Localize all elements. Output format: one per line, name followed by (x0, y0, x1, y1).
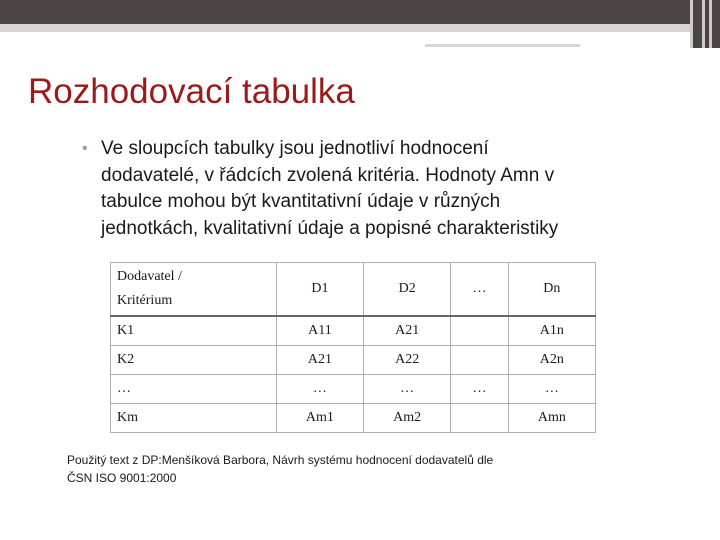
row-label: Km (111, 404, 277, 433)
table-cell: … (451, 375, 508, 404)
citation-text (67, 451, 627, 487)
table-cell: … (276, 375, 363, 404)
table-row (111, 346, 596, 375)
table-cell: A11 (276, 316, 363, 346)
table-cell: A2n (508, 346, 595, 375)
bullet-line: Ve sloupcích tabulky jsou jednotliví hodnocení (101, 138, 489, 159)
corner-decoration (690, 0, 720, 48)
row-label: … (111, 375, 277, 404)
top-band-light (0, 24, 720, 32)
table-header-row (111, 263, 596, 317)
corner-stripe (702, 0, 705, 48)
corner-label-line2: Kritérium (117, 293, 173, 308)
table-row (111, 375, 596, 404)
table-cell: Amn (508, 404, 595, 433)
table-cell: … (364, 375, 451, 404)
bullet-line: dodavatelé, v řádcích zvolená kritéria. Hodnoty Amn v (101, 164, 555, 186)
table-row (111, 404, 596, 433)
bullet-dot-icon: • (82, 140, 88, 157)
corner-label-line1: Dodavatel / (117, 269, 182, 284)
table-corner-cell (111, 263, 277, 317)
table-cell (451, 346, 508, 375)
table-cell (451, 404, 508, 433)
citation-line: ČSN ISO 9001:2000 (67, 471, 177, 485)
table-cell: A21 (364, 316, 451, 346)
bullet-line: jednotkách, kvalitativní údaje a popisné charakteristiky (101, 217, 559, 239)
corner-stripe (690, 0, 693, 48)
table-cell: Am2 (364, 404, 451, 433)
row-label: K1 (111, 316, 277, 346)
table-row (111, 316, 596, 346)
table-cell: A21 (276, 346, 363, 375)
table-cell: A22 (364, 346, 451, 375)
table-cell: Am1 (276, 404, 363, 433)
bullet-line: tabulce mohou být kvantitativní údaje v různých (101, 191, 501, 212)
bullet-text (101, 136, 696, 242)
slide-title: Rozhodovací tabulka (28, 72, 355, 111)
header-cell: … (451, 263, 508, 317)
decision-table (110, 262, 596, 433)
table-cell: A1n (508, 316, 595, 346)
corner-stripe (709, 0, 712, 48)
table-cell: … (508, 375, 595, 404)
row-label: K2 (111, 346, 277, 375)
table-cell (451, 316, 508, 346)
header-cell: D2 (364, 263, 451, 317)
title-accent-line (425, 44, 580, 47)
citation-line: Použitý text z DP:Menšíková Barbora, Návrh systému hodnocení dodavatelů dle (67, 453, 494, 467)
header-cell: D1 (276, 263, 363, 317)
top-band-dark (0, 0, 720, 24)
header-cell: Dn (508, 263, 595, 317)
